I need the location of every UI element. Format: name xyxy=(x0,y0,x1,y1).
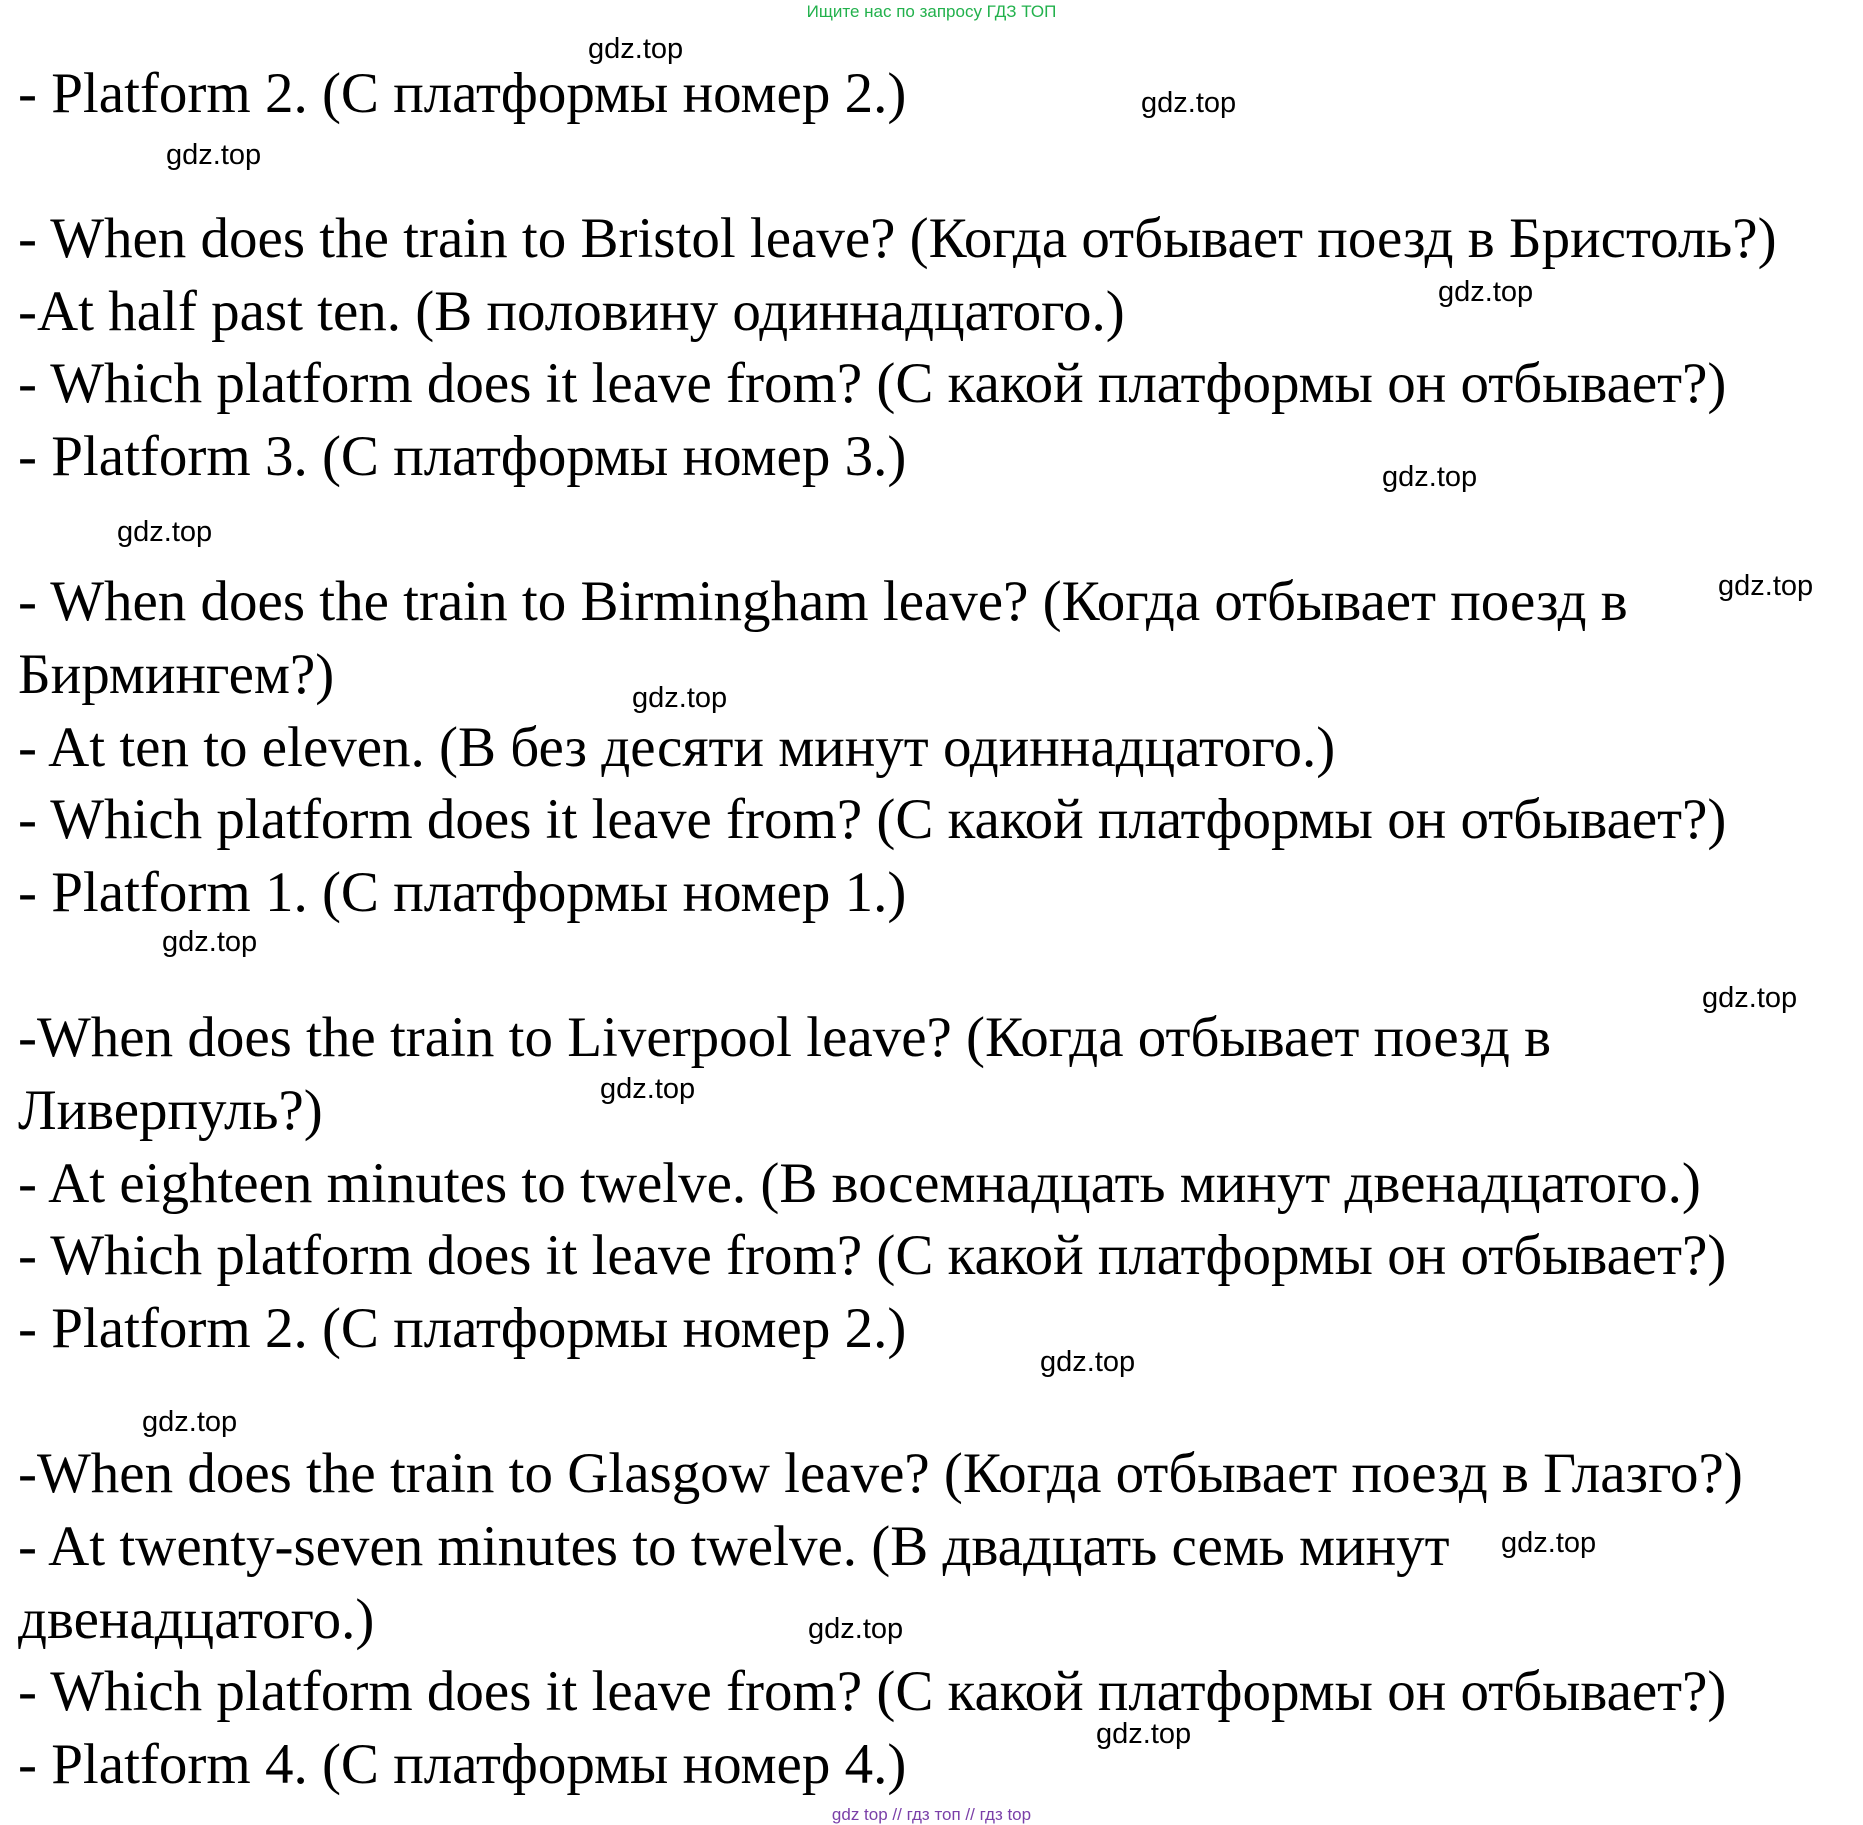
watermark: gdz.top xyxy=(632,682,728,714)
watermark: gdz.top xyxy=(808,1613,904,1645)
text-line: - When does the train to Birmingham leave? (Когда отбывает поезд в xyxy=(18,570,1628,633)
watermark: gdz.top xyxy=(162,926,258,958)
watermark: gdz.top xyxy=(1040,1346,1136,1378)
watermark: gdz.top xyxy=(1382,461,1478,493)
watermark: gdz.top xyxy=(1501,1527,1597,1559)
text-line: - At twenty-seven minutes to twelve. (В двадцать семь минут xyxy=(18,1515,1450,1578)
watermark: gdz.top xyxy=(117,516,213,548)
text-line: - Which platform does it leave from? (С какой платформы он отбывает?) xyxy=(18,352,1727,415)
header-note: Ищите нас по запросу ГДЗ ТОП xyxy=(806,2,1057,21)
watermark: gdz.top xyxy=(1096,1718,1192,1750)
text-line: - When does the train to Bristol leave? (Когда отбывает поезд в Бристоль?) xyxy=(18,207,1777,270)
watermark: gdz.top xyxy=(1718,570,1814,602)
text-line: двенадцатого.) xyxy=(18,1588,375,1651)
text-line: -When does the train to Glasgow leave? (Когда отбывает поезд в Глазго?) xyxy=(18,1442,1743,1505)
watermark: gdz.top xyxy=(588,33,684,65)
footer-note: gdz top // гдз топ // гдз top xyxy=(831,1805,1032,1824)
text-line: - Platform 2. (С платформы номер 2.) xyxy=(18,1297,907,1360)
text-line: - Which platform does it leave from? (С какой платформы он отбывает?) xyxy=(18,1660,1727,1723)
watermark: gdz.top xyxy=(142,1406,238,1438)
text-line: - Which platform does it leave from? (С какой платформы он отбывает?) xyxy=(18,788,1727,851)
text-line: - Which platform does it leave from? (С какой платформы он отбывает?) xyxy=(18,1224,1727,1287)
text-line: - Platform 4. (С платформы номер 4.) xyxy=(18,1733,907,1796)
watermark: gdz.top xyxy=(166,139,262,171)
text-line: - Platform 2. (С платформы номер 2.) xyxy=(18,62,907,125)
text-line: - Platform 1. (С платформы номер 1.) xyxy=(18,861,907,924)
watermark: gdz.top xyxy=(1702,982,1798,1014)
text-line: Бирмингем?) xyxy=(18,643,335,706)
watermark: gdz.top xyxy=(600,1073,696,1105)
text-line: - At eighteen minutes to twelve. (В восемнадцать минут двенадцатого.) xyxy=(18,1152,1701,1215)
text-line: Ливерпуль?) xyxy=(18,1079,323,1142)
watermark: gdz.top xyxy=(1141,87,1237,119)
text-line: - Platform 3. (С платформы номер 3.) xyxy=(18,425,907,488)
text-line: -At half past ten. (В половину одиннадцатого.) xyxy=(18,280,1125,343)
text-line: - At ten to eleven. (В без десяти минут одиннадцатого.) xyxy=(18,716,1336,779)
watermark: gdz.top xyxy=(1438,276,1534,308)
text-line: -When does the train to Liverpool leave? (Когда отбывает поезд в xyxy=(18,1006,1552,1069)
